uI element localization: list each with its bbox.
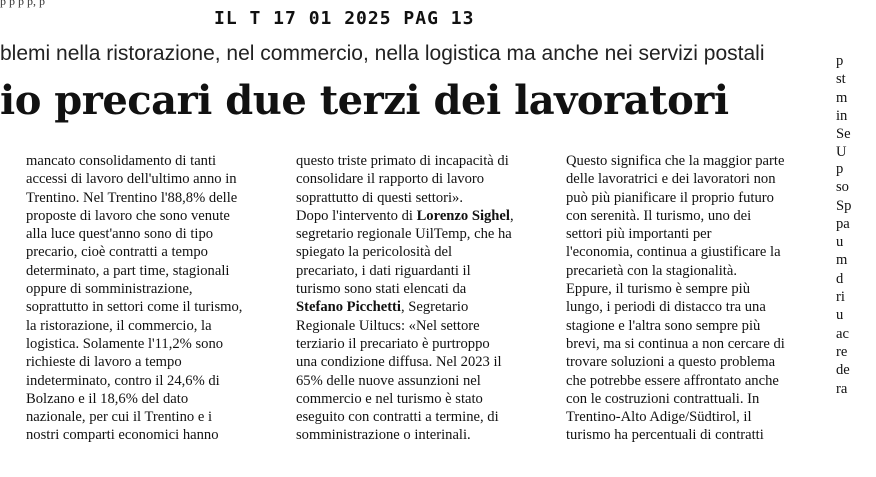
text-fragment: u (836, 307, 844, 324)
text-line: trovare soluzioni a questo problema (566, 354, 776, 371)
text-fragment: Sp (836, 197, 852, 214)
text-line: oppure di somministrazione, (26, 281, 193, 298)
article-column-4-top (836, 52, 876, 162)
text-fragment: so (836, 179, 849, 196)
text-line (296, 207, 551, 225)
text-line: Trentino. Nel Trentino l'88,8% delle (26, 189, 238, 206)
text-line: questo triste primato di incapacità di (296, 153, 509, 169)
top-cut-text: p p p p, p (0, 0, 45, 8)
text-line: nazionale, per cui il Trentino e i (26, 409, 213, 426)
text-line: indeterminato, contro il 24,6% di (26, 372, 220, 389)
page-header: IL T 17 01 2025 PAG 13 (214, 8, 475, 29)
text-line: somministrazione o interinali. (296, 427, 471, 444)
text-line: Trentino-Alto Adige/Südtirol, il (566, 409, 752, 426)
text-line: eseguito con contratti a termine, di (296, 409, 499, 426)
text-line: determinato, a part time, stagionali (26, 262, 230, 279)
article-headline: io precari due terzi dei lavoratori (0, 77, 729, 124)
text-line: alla luce quest'anno sono di tipo (26, 226, 214, 243)
text-line: logistica. Solamente l'11,2% sono (26, 335, 224, 352)
text-fragment: U (836, 144, 847, 161)
text-line: turismo sono stati elencati da (296, 281, 467, 298)
text-line: stagione e l'altra sono sempre più (566, 317, 761, 334)
text-fragment: de (836, 362, 850, 379)
text-line: Bolzano e il 18,6% del dato (26, 390, 189, 407)
text-line: Regionale Uiltucs: «Nel settore (296, 317, 480, 334)
text-line: accessi di lavoro dell'ultimo anno in (26, 171, 237, 188)
text-line: spiegato la pericolosità del (296, 244, 453, 261)
text-line: precariato, i dati riguardanti il (296, 262, 471, 279)
text-line: Questo significa che la maggior parte (566, 153, 785, 169)
text-fragment: st (836, 71, 846, 88)
text-line: settori più importanti per (566, 226, 712, 243)
text-line: Eppure, il turismo è sempre più (566, 281, 751, 298)
text-line: consolidare il rapporto di lavoro (296, 171, 485, 188)
person-name-sighel: Lorenzo Sighel (416, 207, 510, 224)
text-line: l'economia, continua a giustificare la (566, 244, 781, 261)
article-column-1 (26, 152, 276, 445)
text-line: terziario il precariato è purtroppo (296, 335, 490, 352)
text-line: che potrebbe essere affrontato anche (566, 372, 779, 389)
article-column-3 (566, 152, 821, 445)
text-line: 65% delle nuove assunzioni nel (296, 372, 481, 389)
text-line: precario, cioè contratti a tempo (26, 244, 208, 261)
text-line: mancato consolidamento di tanti (26, 153, 217, 169)
text-line: richieste di lavoro a tempo (26, 354, 182, 371)
text-fragment: m (836, 252, 848, 269)
text-line: la ristorazione, il commercio, la (26, 317, 212, 334)
text-run: , (509, 207, 514, 224)
text-run: Dopo l'intervento di (296, 207, 417, 224)
text-fragment: p (836, 53, 844, 69)
text-line: precarietà con la stagionalità. (566, 262, 737, 279)
text-line: nostri comparti economici hanno (26, 427, 219, 444)
article-kicker: blemi nella ristorazione, nel commercio, nella logistica ma anche nei servizi postali (0, 42, 765, 65)
text-fragment: d (836, 270, 844, 287)
text-line: con serenità. Il turismo, uno dei (566, 207, 752, 224)
text-line: una condizione diffusa. Nel 2023 il (296, 354, 502, 371)
text-fragment: in (836, 107, 848, 124)
text-fragment: pa (836, 215, 850, 232)
text-line: può più pianificare il proprio futuro (566, 189, 774, 206)
text-line: turismo ha percentuali di contratti (566, 427, 764, 444)
text-line: segretario regionale UilTemp, che ha (296, 226, 512, 243)
text-line: commercio e nel turismo è stato (296, 390, 483, 407)
text-fragment: re (836, 343, 848, 360)
text-fragment: p (836, 161, 844, 177)
text-line: delle lavoratrici e dei lavoratori non (566, 171, 776, 188)
text-fragment: Se (836, 126, 851, 143)
text-run: , Segretario (400, 299, 469, 316)
person-name-picchetti: Stefano Picchetti (296, 299, 401, 316)
text-line: con le costruzioni contrattuali. In (566, 390, 760, 407)
text-fragment: ra (836, 380, 848, 397)
text-fragment: ri (836, 289, 845, 306)
text-line (296, 298, 551, 316)
text-line: soprattutto in settori come il turismo, (26, 299, 243, 316)
text-line: brevi, ma si continua a non cercare di (566, 335, 785, 352)
text-line: soprattutto di questi settori». (296, 189, 464, 206)
article-column-4 (836, 160, 876, 398)
text-fragment: m (836, 89, 848, 106)
text-fragment: ac (836, 325, 849, 342)
text-line: proposte di lavoro che sono venute (26, 207, 230, 224)
text-line: lungo, i periodi di distacco tra una (566, 299, 766, 316)
text-fragment: u (836, 234, 844, 251)
article-column-2 (296, 152, 551, 445)
